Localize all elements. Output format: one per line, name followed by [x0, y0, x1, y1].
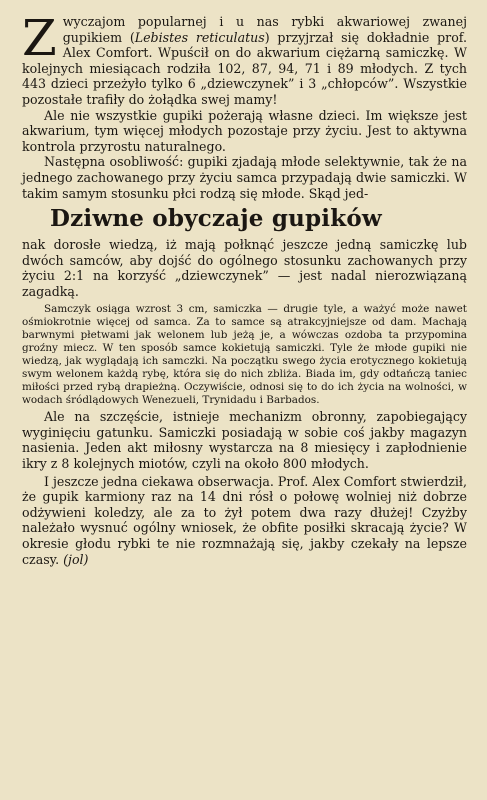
- paragraph-3: Następna osobliwość: gupiki zjadają młode selektywnie, tak że na jednego zachowanego przy życiu samca przypadają dwie samiczki. W takim samym stosunku płci rodzą się młode. Skąd jed-: [22, 154, 467, 201]
- paragraph-5: Ale na szczęście, istnieje mechanizm obronny, zapobiegający wyginięciu gatunku. Samiczki posiadają w sobie coś jakby magazyn nasienia. Jeden akt miłosny wystarcza na 8 miesięcy i zapłodnienie ikry z 8 kolejnych miotów, czyli na około 800 młodych.: [22, 409, 467, 472]
- paragraph-6: [22, 474, 467, 568]
- author-signature: (jol): [63, 551, 89, 567]
- paragraph-4: nak dorosłe wiedzą, iż mają połknąć jeszcze jedną samiczkę lub dwóch samców, aby dojść do ogólnego stosunku zachowanych przy życiu 2:1 na korzyść „dziewczynek” — jest nadal nierozwiązaną zagadką.: [22, 237, 467, 299]
- latin-name: Lebistes reticulatus: [134, 29, 265, 45]
- paragraph-6-text: I jeszcze jedna ciekawa obserwacja. Prof. Alex Comfort stwierdził, że gupik karmiony raz na 14 dni rósł o połowę wolniej niż dobrze odżywieni koledzy, ale za to żył potem dwa razy dłużej! Czyżby należało wysnuć ogólny wniosek, że obfite posiłki skracają życie? W okresie głodu rybki te nie rozmnażają się, jakby czekały na lepsze czasy.: [22, 473, 468, 567]
- small-print-paragraph: Samczyk osiąga wzrost 3 cm, samiczka — drugie tyle, a ważyć może nawet ośmiokrotnie więcej od samca. Za to samce są atrakcyjniejsze od dam. Machają barwnymi płetwami jak welonem lub jeżą je, a wówczas ozdoba ta przypomina groźny miecz. W ten sposób samce kokietują samiczki. Tyle że młode gupiki nie wiedzą, jak wyglądają ich samczki. Na początku swego życia erotycznego kokietują swym welonem każdą rybę, która się do nich zbliża. Biada im, gdy odtańczą taniec miłości przed rybą drapieżną. Oczywiście, odnosi się to do ich życia na wolności, w wodach śródlądowych Wenezueli, Trynidadu i Barbados.: [22, 302, 467, 407]
- intro-paragraph: [22, 9, 467, 108]
- article-headline: Dziwne obyczaje gupików: [50, 205, 382, 233]
- intro-text-1: wyczajom popularnej i u nas rybki akwariowej zwanej gupikiem (: [62, 14, 467, 45]
- drop-cap: Z: [22, 9, 57, 67]
- intro-text-2: ) przyjrzał się dokładnie prof. Alex Comfort. Wpuścił on do akwarium ciężarną samiczkę. W kolejnych miesiącach rodziła 102, 87, 94, 71 i 89 młodych. Z tych 443 dzieci przeżyło tylko 6 „dziewczynek” i 3 „chłopców”. Wszystkie pozostałe trafiły do żołądka swej mamy!: [22, 29, 467, 107]
- paragraph-2: Ale nie wszystkie gupiki pożerają własne dzieci. Im większe jest akwarium, tym więcej młodych pozostaje przy życiu. Jest to aktywna kontrola przyrostu naturalnego.: [22, 107, 467, 154]
